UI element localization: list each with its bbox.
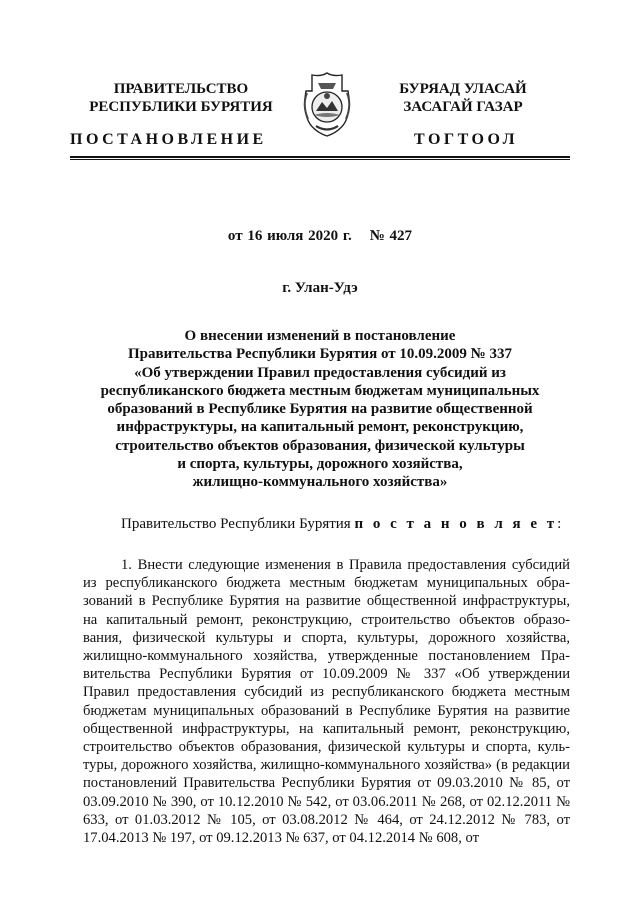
preamble-keyword: п о с т а н о в л я е т bbox=[354, 516, 558, 532]
title-line: жилищно-коммунального хозяйства» bbox=[192, 474, 448, 491]
preamble-prefix: Правительство Республики Бурятия bbox=[121, 516, 351, 532]
header-left-line1: ПРАВИТЕЛЬСТВО bbox=[113, 81, 249, 97]
coat-of-arms-icon bbox=[298, 71, 356, 137]
preamble-suffix: : bbox=[557, 516, 562, 532]
header-right-line2: ЗАСАГАЙ ГАЗАР bbox=[403, 99, 523, 115]
doctype-right: ТОГТООЛ bbox=[414, 131, 519, 148]
document-city: г. Улан-Удэ bbox=[282, 280, 358, 296]
header-right-line1: БУРЯАД УЛАСАЙ bbox=[399, 81, 527, 97]
header-left-line2: РЕСПУБЛИКИ БУРЯТИЯ bbox=[89, 99, 273, 115]
title-line: инфраструктуры, на капитальный ремонт, реконструкцию, bbox=[116, 419, 524, 436]
header-divider-thin bbox=[70, 159, 570, 160]
paragraph-1: 1. Внести следующие изменения в Правила предоставления субсидий из республиканского бюджета местным бюджетам муниципальных образований в Республике Бурятия на развитие общественной инфраструктуры, на капитальный ремонт, реконструкцию, строительство объектов образования, физической культуры и спорта, культуры, дорожного хозяйства, жилищно-коммунального хозяйства, утвержденные постановлением Правительства Республики Бурятия от 10.09.2009 № 337 «Об утверждении Правил предоставления субсидий из республиканского бюджета местным бюджетам муниципальных образований в Республике Бурятия на развитие общественной инфраструктуры, на капитальный ремонт, реконструкцию, строительство объектов образования, физической культуры и спорта, культуры, дорожного хозяйства, жилищно-коммунального хозяйства» (в редакции постановлений Правительства Республики Бурятия от 09.03.2010 № 85, от 03.09.2010 № 390, от 10.12.2010 № 542, от 03.06.2011 № 268, от 02.12.2011 № 633, от 01.03.2012 № 105, от 03.08.2012 № 464, от 24.12.2012 № 783, от 17.04.2013 № 197, от 09.12.2013 № 637, от 04.12.2014 № 608, от bbox=[83, 557, 570, 847]
title-line: и спорта, культуры, дорожного хозяйства, bbox=[177, 456, 463, 473]
document-date: от 16 июля 2020 г. bbox=[227, 228, 352, 244]
document-title bbox=[90, 327, 550, 492]
preamble bbox=[121, 516, 561, 533]
document-number: № 427 bbox=[369, 228, 413, 244]
doctype-left: ПОСТАНОВЛЕНИЕ bbox=[70, 131, 267, 148]
header-divider-thick bbox=[70, 156, 570, 158]
title-line: образований в Республике Бурятия на развитие общественной bbox=[107, 401, 533, 418]
title-line: Правительства Республики Бурятия от 10.09.2009 № 337 bbox=[127, 346, 512, 363]
title-line: «Об утверждении Правил предоставления субсидий из bbox=[134, 364, 506, 381]
title-line: О внесении изменений в постановление bbox=[184, 328, 456, 344]
title-line: республиканского бюджета местным бюджетам муниципальных bbox=[100, 382, 540, 399]
title-line: строительство объектов образования, физической культуры bbox=[115, 437, 525, 454]
document-dateline bbox=[0, 228, 640, 245]
header-left-block bbox=[72, 80, 290, 116]
header-right-block bbox=[378, 80, 548, 116]
